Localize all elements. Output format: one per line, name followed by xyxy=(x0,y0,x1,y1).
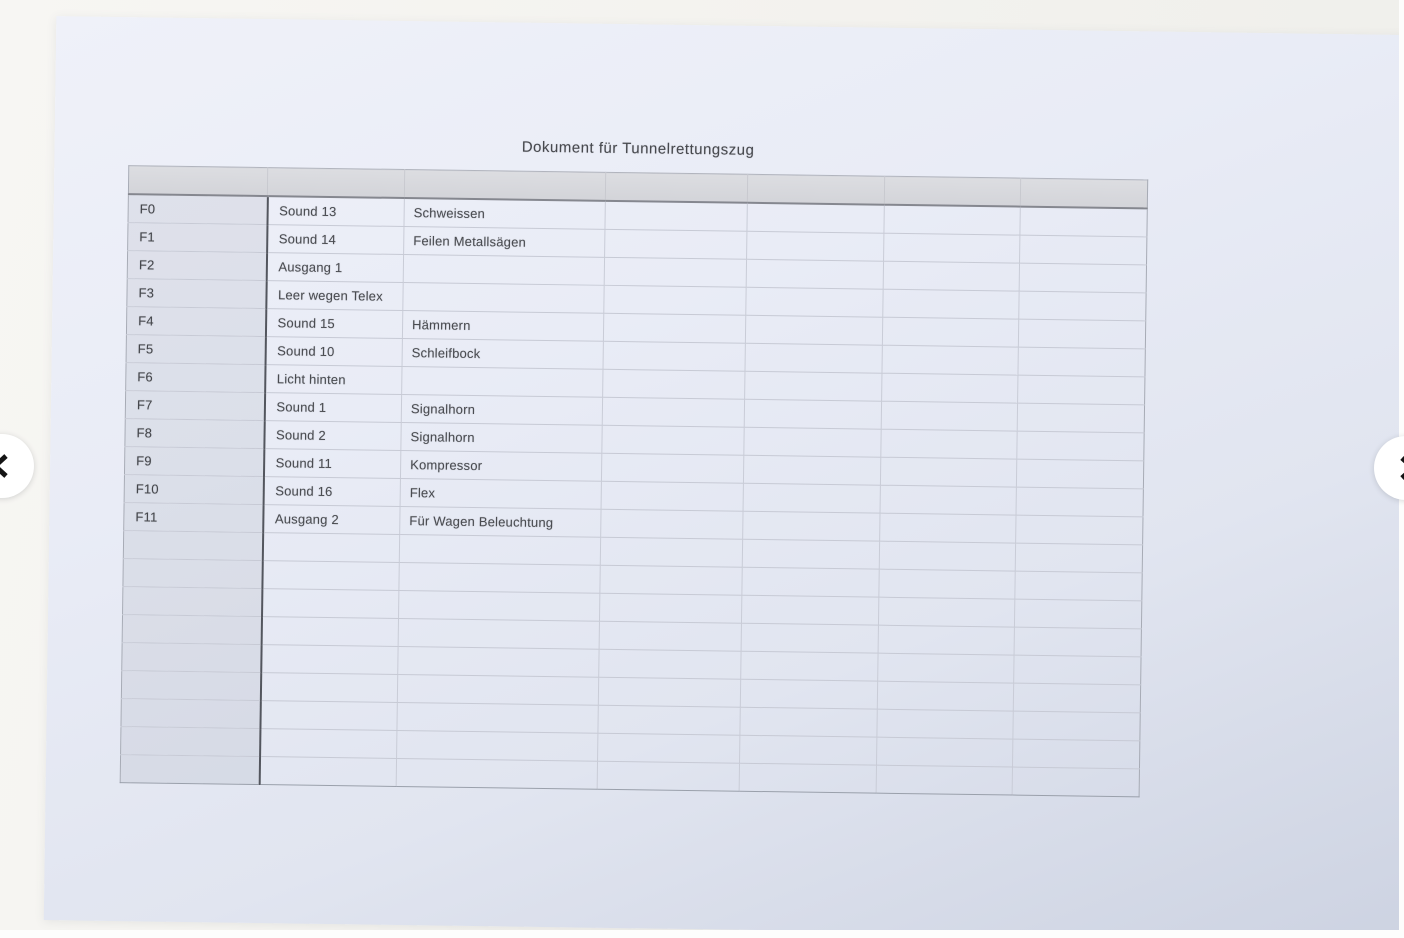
empty-cell xyxy=(601,481,743,511)
empty-cell xyxy=(602,397,744,427)
empty-cell xyxy=(1016,459,1143,489)
empty-cell xyxy=(259,757,396,787)
empty-cell xyxy=(262,533,399,563)
empty-cell xyxy=(1017,403,1144,433)
table-header-cell xyxy=(1020,178,1147,208)
description-cell xyxy=(403,255,604,286)
description-cell: Flex xyxy=(400,478,601,509)
fkey-cell: F9 xyxy=(124,447,263,477)
table-header-cell xyxy=(747,174,884,204)
table-header-cell xyxy=(605,172,747,202)
empty-cell xyxy=(879,541,1015,571)
empty-cell xyxy=(1014,627,1141,657)
empty-cell xyxy=(122,643,261,673)
empty-cell xyxy=(878,625,1014,655)
empty-cell xyxy=(598,733,740,763)
empty-cell xyxy=(262,561,399,591)
empty-cell xyxy=(883,261,1019,291)
table-header-cell xyxy=(267,168,404,198)
function-cell: Licht hinten xyxy=(265,365,402,395)
fkey-cell: F2 xyxy=(127,251,266,281)
empty-cell xyxy=(123,587,262,617)
empty-cell xyxy=(605,201,747,231)
empty-cell xyxy=(740,707,877,737)
empty-cell xyxy=(746,287,883,317)
empty-cell xyxy=(878,653,1014,683)
empty-cell xyxy=(884,205,1020,235)
empty-cell xyxy=(121,727,260,757)
description-cell: Feilen Metallsägen xyxy=(404,227,605,258)
empty-cell xyxy=(599,621,741,651)
empty-cell xyxy=(396,758,597,789)
empty-cell xyxy=(1017,431,1144,461)
empty-cell xyxy=(881,401,1017,431)
function-cell: Sound 2 xyxy=(264,421,401,451)
empty-cell xyxy=(1020,235,1147,265)
empty-cell xyxy=(742,539,879,569)
empty-cell xyxy=(598,677,740,707)
empty-cell xyxy=(261,645,398,675)
empty-cell xyxy=(261,617,398,647)
empty-cell xyxy=(605,229,747,259)
fkey-cell: F5 xyxy=(126,335,265,365)
empty-cell xyxy=(740,735,877,765)
empty-cell xyxy=(884,233,1020,263)
empty-cell xyxy=(743,511,880,541)
empty-cell xyxy=(745,315,882,345)
empty-cell xyxy=(1013,683,1140,713)
empty-cell xyxy=(744,399,881,429)
function-cell: Sound 13 xyxy=(267,196,404,226)
empty-cell xyxy=(604,257,746,287)
fkey-cell: F8 xyxy=(125,419,264,449)
function-cell: Sound 1 xyxy=(264,393,401,423)
empty-cell xyxy=(876,765,1012,795)
function-cell: Ausgang 2 xyxy=(263,505,400,535)
empty-cell xyxy=(882,373,1018,403)
empty-cell xyxy=(397,702,598,733)
empty-cell xyxy=(744,427,881,457)
function-cell: Ausgang 1 xyxy=(266,253,403,283)
function-cell: Sound 16 xyxy=(263,477,400,507)
table-header-cell xyxy=(884,176,1020,206)
empty-cell xyxy=(260,701,397,731)
empty-cell xyxy=(260,729,397,759)
empty-cell xyxy=(397,674,598,705)
empty-cell xyxy=(742,567,879,597)
function-cell: Leer wegen Telex xyxy=(266,281,403,311)
chevron-right-icon xyxy=(1393,453,1404,483)
function-cell: Sound 11 xyxy=(263,449,400,479)
empty-cell xyxy=(260,673,397,703)
function-cell: Sound 10 xyxy=(265,337,402,367)
empty-cell xyxy=(740,679,877,709)
chevron-left-icon xyxy=(0,451,15,481)
empty-cell xyxy=(743,483,880,513)
description-cell: Signalhorn xyxy=(401,394,602,425)
empty-cell xyxy=(399,534,600,565)
empty-cell xyxy=(1012,767,1139,797)
table-header-cell xyxy=(404,170,605,201)
empty-cell xyxy=(600,565,742,595)
empty-cell xyxy=(398,646,599,677)
empty-cell xyxy=(1014,599,1141,629)
description-cell xyxy=(403,282,604,313)
empty-cell xyxy=(598,705,740,735)
empty-cell xyxy=(602,425,744,455)
empty-cell xyxy=(1018,375,1145,405)
table-header-cell xyxy=(128,166,267,196)
description-cell: Schweissen xyxy=(404,198,605,229)
fkey-cell: F11 xyxy=(124,503,263,533)
empty-cell xyxy=(880,457,1016,487)
empty-cell xyxy=(1020,207,1147,237)
empty-cell xyxy=(877,709,1013,739)
empty-cell xyxy=(122,615,261,645)
empty-cell xyxy=(741,595,878,625)
description-cell: Hämmern xyxy=(402,310,603,341)
empty-cell xyxy=(601,509,743,539)
empty-cell xyxy=(1018,319,1145,349)
empty-cell xyxy=(1016,515,1143,545)
empty-cell xyxy=(739,763,876,793)
empty-cell xyxy=(882,345,1018,375)
empty-cell xyxy=(262,589,399,619)
empty-cell xyxy=(120,755,259,785)
empty-cell xyxy=(1015,571,1142,601)
empty-cell xyxy=(603,341,745,371)
empty-cell xyxy=(877,681,1013,711)
fkey-cell: F4 xyxy=(126,307,265,337)
description-cell: Für Wagen Beleuchtung xyxy=(400,506,601,537)
empty-cell xyxy=(1014,655,1141,685)
empty-cell xyxy=(1013,711,1140,741)
empty-cell xyxy=(123,559,262,589)
document-title: Dokument für Tunnelrettungszug xyxy=(521,138,755,159)
empty-cell xyxy=(1018,347,1145,377)
empty-cell xyxy=(1019,263,1146,293)
empty-cell xyxy=(599,593,741,623)
empty-cell xyxy=(745,343,882,373)
function-table xyxy=(120,165,1149,797)
description-cell: Schleifbock xyxy=(402,338,603,369)
fkey-cell: F0 xyxy=(128,194,267,224)
empty-cell xyxy=(877,737,1013,767)
description-cell: Signalhorn xyxy=(401,422,602,453)
empty-cell xyxy=(741,623,878,653)
empty-cell xyxy=(604,285,746,315)
empty-cell xyxy=(603,313,745,343)
empty-cell xyxy=(399,562,600,593)
empty-cell xyxy=(123,531,262,561)
empty-cell xyxy=(597,761,739,791)
function-cell: Sound 14 xyxy=(267,225,404,255)
empty-cell xyxy=(741,651,878,681)
empty-cell xyxy=(746,259,883,289)
empty-cell xyxy=(121,699,260,729)
function-cell: Sound 15 xyxy=(265,309,402,339)
empty-cell xyxy=(883,289,1019,319)
empty-cell xyxy=(878,597,1014,627)
empty-cell xyxy=(747,203,884,233)
table-body xyxy=(120,194,1147,797)
empty-cell xyxy=(1015,543,1142,573)
empty-cell xyxy=(121,671,260,701)
fkey-cell: F10 xyxy=(124,475,263,505)
empty-cell xyxy=(743,455,880,485)
fkey-cell: F1 xyxy=(128,223,267,253)
fkey-cell: F6 xyxy=(126,363,265,393)
empty-cell xyxy=(1019,291,1146,321)
empty-cell xyxy=(747,231,884,261)
empty-cell xyxy=(601,453,743,483)
empty-cell xyxy=(882,317,1018,347)
description-cell: Kompressor xyxy=(400,450,601,481)
paper-sheet xyxy=(44,16,1399,930)
empty-cell xyxy=(599,649,741,679)
empty-cell xyxy=(600,537,742,567)
fkey-cell: F7 xyxy=(125,391,264,421)
empty-cell xyxy=(879,569,1015,599)
empty-cell xyxy=(399,590,600,621)
empty-cell xyxy=(881,429,1017,459)
empty-cell xyxy=(398,618,599,649)
description-cell xyxy=(402,366,603,397)
empty-cell xyxy=(745,371,882,401)
empty-cell xyxy=(880,513,1016,543)
empty-cell xyxy=(880,485,1016,515)
empty-cell xyxy=(397,730,598,761)
empty-cell xyxy=(1012,739,1139,769)
empty-cell xyxy=(1016,487,1143,517)
empty-cell xyxy=(603,369,745,399)
fkey-cell: F3 xyxy=(127,279,266,309)
